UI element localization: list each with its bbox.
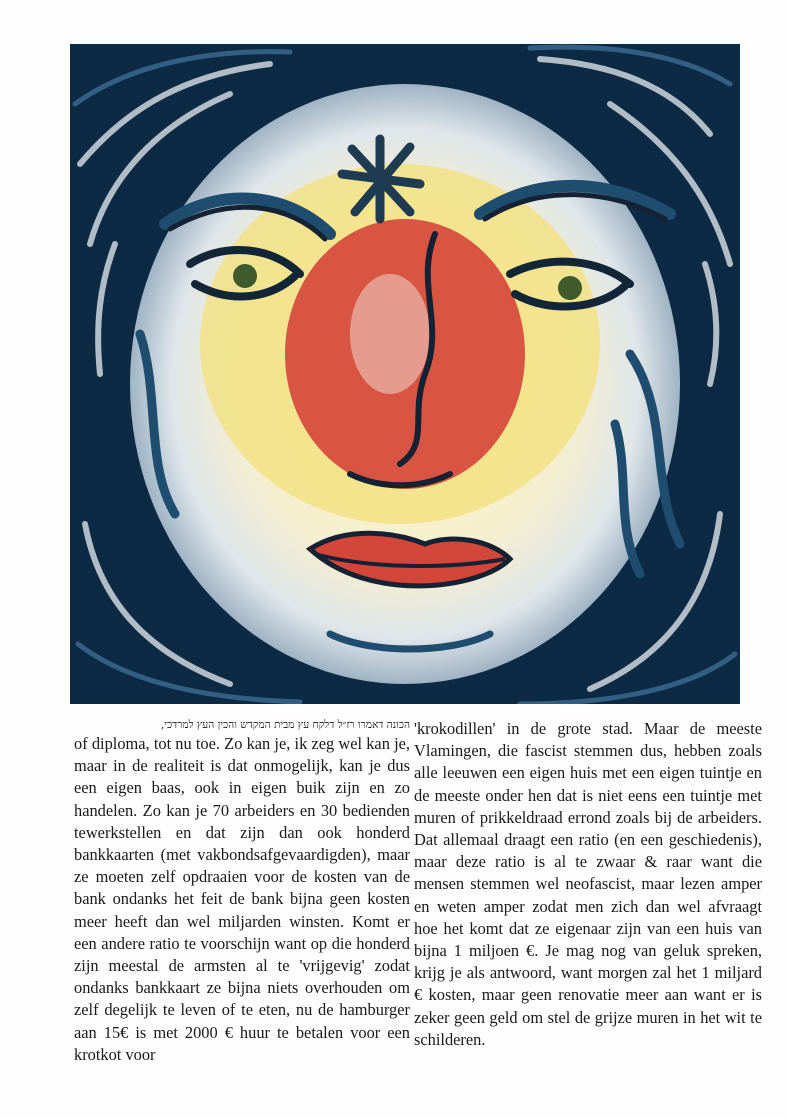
left-column-text: of diploma, tot nu toe. Zo kan je, ik zeg wel kan je, maar in de realiteit is dat onmogelijk, kan je dus een eigen baas, ook in eigen buik zijn en zo handelen. Zo kan je 70 arbeiders en 30 bedienden tewerkstellen en dat zijn dan ook honderd bankkaarten (met vakbondsafgevaardigden), maar ze moeten zelf opdraaien voor de kosten van de bank ondanks het feit de bank bijna geen kosten meer heeft dan wel miljarden winsten. Komt er een andere ratio te voorschijn want op die honderd zijn meestal de armsten al te 'vrijgevig' zodat ondanks bankkaart ze bijna niets overhouden om zelf degelijk te leven of te eten, nu de hamburger aan 15€ is met 2000 € huur te betalen voor een krotkot voor [74,734,410,1064]
hebrew-header-line: הכונה דאמרו רז״ל דלקח עץ מבית המקדש והכין העץ למרדכי, [160,719,410,731]
painting-image [70,44,740,704]
painted-face-artwork [70,44,740,704]
column-left [74,718,410,1066]
column-right [414,718,762,1051]
right-column-text: 'krokodillen' in de grote stad. Maar de meeste Vlamingen, die fascist stemmen dus, hebben zoals alle leeuwen een eigen huis met een eigen tuintje en de meeste onder hen dat is niet eens een tuintje met muren of prikkeldraad errond zoals bij de arbeiders. Dat allemaal draagt een ratio (en een geschiedenis), maar deze ratio is al te zwaar & raar want die mensen stemmen wel neofascist, maar lezen amper en weten amper zodat men zich dan wel afvraagt hoe het komt dat ze eigenaar zijn van een huis van bijna 1 miljoen €. Je mag nog van geluk spreken, krijg je als antwoord, want morgen zal het 1 miljard € kosten, maar geen renovatie meer aan want er is zeker geen geld om stel de grijze muren in het wit te schilderen. [414,719,762,1049]
